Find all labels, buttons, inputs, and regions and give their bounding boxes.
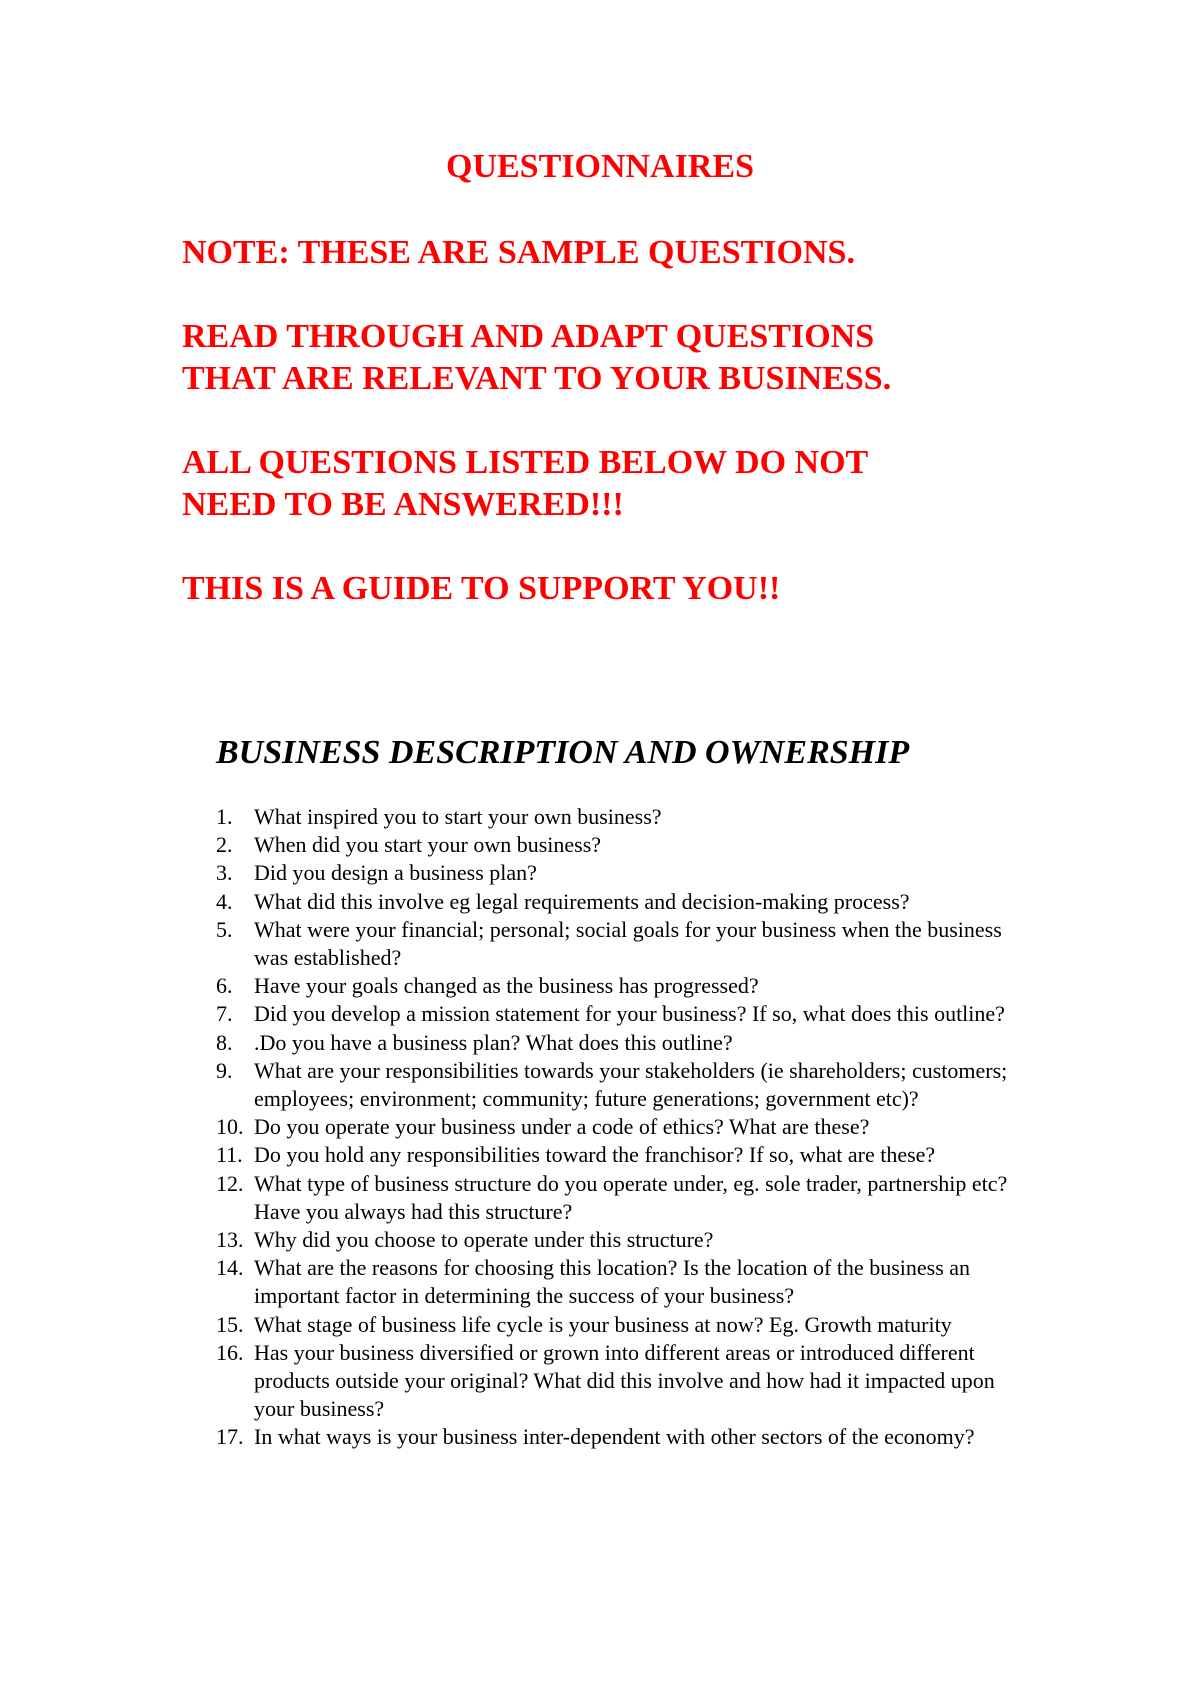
question-item bbox=[216, 831, 1036, 859]
question-number: 12. bbox=[216, 1170, 244, 1196]
question-number: 13. bbox=[216, 1227, 244, 1253]
question-text: When did you start your own business? bbox=[254, 832, 602, 858]
question-text: Did you develop a mission statement for your business? If so, what does this outline? bbox=[254, 1001, 1005, 1027]
question-text: What are the reasons for choosing this location? Is the location of the business an important factor in determining the success of your business? bbox=[254, 1255, 971, 1309]
question-item bbox=[216, 1254, 1036, 1310]
question-text: Do you hold any responsibilities toward the franchisor? If so, what are these? bbox=[254, 1142, 936, 1168]
question-number: 8. bbox=[216, 1029, 233, 1055]
question-item bbox=[216, 888, 1036, 916]
question-item bbox=[216, 1339, 1036, 1424]
question-item bbox=[216, 803, 1036, 831]
question-item bbox=[216, 916, 1036, 972]
question-text: .Do you have a business plan? What does this outline? bbox=[254, 1029, 733, 1055]
question-text: What type of business structure do you operate under, eg. sole trader, partnership etc? Have you always had this structure? bbox=[254, 1170, 1008, 1224]
question-item bbox=[216, 859, 1036, 887]
question-text: Has your business diversified or grown into different areas or introduced different products outside your original? What did this involve and how had it impacted upon your business? bbox=[254, 1339, 995, 1422]
question-text: What were your financial; personal; social goals for your business when the business was established? bbox=[254, 916, 1002, 971]
question-text: Do you operate your business under a code of ethics? What are these? bbox=[254, 1114, 870, 1140]
question-text: Did you design a business plan? bbox=[254, 860, 537, 886]
question-text: What are your responsibilities towards your stakeholders (ie shareholders; customers; employees; environment; community; future generations; government etc)? bbox=[254, 1057, 1008, 1112]
question-number: 14. bbox=[216, 1255, 244, 1281]
question-item bbox=[216, 1423, 1036, 1451]
question-text: In what ways is your business inter-dependent with other sectors of the economy? bbox=[254, 1424, 975, 1450]
question-item bbox=[216, 1057, 1036, 1113]
notes-block bbox=[182, 232, 1082, 652]
section-heading: BUSINESS DESCRIPTION AND OWNERSHIP bbox=[216, 734, 910, 771]
note-line: ALL QUESTIONS LISTED BELOW DO NOT NEED TO BE ANSWERED!!! bbox=[182, 444, 869, 523]
question-item bbox=[216, 1113, 1036, 1141]
question-text: What stage of business life cycle is your business at now? Eg. Growth maturity bbox=[254, 1311, 952, 1337]
question-number: 16. bbox=[216, 1339, 244, 1365]
question-number: 3. bbox=[216, 860, 233, 886]
question-item bbox=[216, 1141, 1036, 1169]
question-number: 1. bbox=[216, 804, 233, 829]
question-number: 7. bbox=[216, 1001, 233, 1027]
question-text: What did this involve eg legal requirements and decision-making process? bbox=[254, 888, 910, 914]
question-number: 10. bbox=[216, 1114, 244, 1140]
note-line: NOTE: THESE ARE SAMPLE QUESTIONS. bbox=[182, 234, 855, 271]
page-title: QUESTIONNAIRES bbox=[446, 148, 754, 185]
question-text: What inspired you to start your own business? bbox=[254, 804, 662, 829]
question-item bbox=[216, 1311, 1036, 1339]
question-list bbox=[216, 803, 1036, 1452]
question-item bbox=[216, 1170, 1036, 1226]
question-item bbox=[216, 1226, 1036, 1254]
question-item bbox=[216, 1000, 1036, 1028]
question-text: Have your goals changed as the business has progressed? bbox=[254, 973, 759, 999]
question-number: 2. bbox=[216, 832, 233, 858]
question-number: 9. bbox=[216, 1057, 233, 1083]
question-item bbox=[216, 1029, 1036, 1057]
question-number: 6. bbox=[216, 973, 233, 999]
question-number: 11. bbox=[216, 1142, 243, 1168]
question-number: 15. bbox=[216, 1311, 244, 1337]
note-line: READ THROUGH AND ADAPT QUESTIONS THAT ARE RELEVANT TO YOUR BUSINESS. bbox=[182, 318, 892, 397]
question-item bbox=[216, 972, 1036, 1000]
question-number: 4. bbox=[216, 888, 233, 914]
note-line: THIS IS A GUIDE TO SUPPORT YOU!! bbox=[182, 570, 781, 607]
question-text: Why did you choose to operate under this structure? bbox=[254, 1227, 714, 1253]
question-number: 5. bbox=[216, 916, 233, 942]
question-number: 17. bbox=[216, 1424, 244, 1450]
